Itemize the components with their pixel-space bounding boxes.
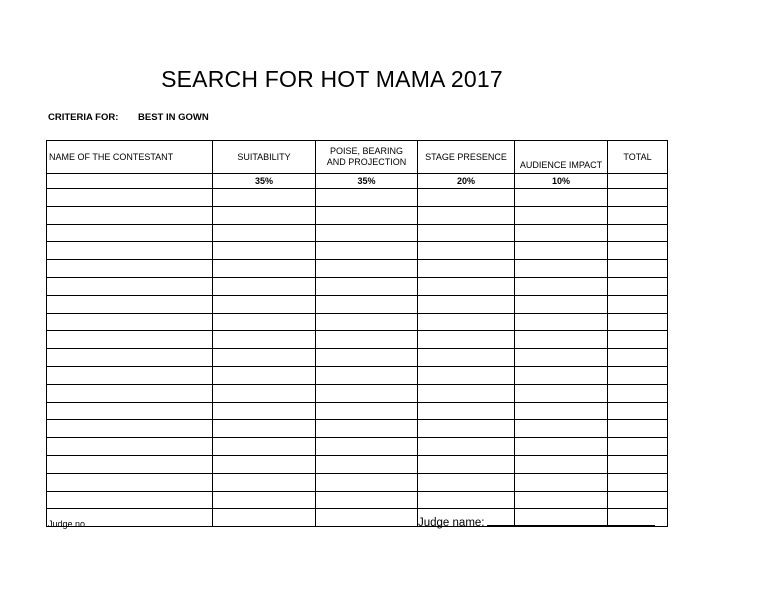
table-row (47, 420, 668, 438)
entry-cell-stage-presence[interactable] (418, 349, 515, 367)
entry-cell-poise[interactable] (316, 349, 418, 367)
scoring-table (46, 140, 668, 527)
entry-cell-total[interactable] (608, 206, 668, 224)
entry-cell-audience-impact[interactable] (515, 189, 608, 207)
entry-cell-stage-presence[interactable] (418, 242, 515, 260)
entry-cell-suitability[interactable] (213, 313, 316, 331)
entry-cell-poise[interactable] (316, 402, 418, 420)
entry-cell-suitability[interactable] (213, 491, 316, 509)
weight-cell-suitability: 35% (213, 174, 316, 189)
entry-cell-poise[interactable] (316, 313, 418, 331)
entry-cell-poise[interactable] (316, 224, 418, 242)
entry-cell-audience-impact[interactable] (515, 384, 608, 402)
column-header-poise-line1: POISE, BEARING (329, 146, 404, 156)
entry-cell-poise[interactable] (316, 206, 418, 224)
entry-cell-name[interactable] (47, 189, 213, 207)
entry-cell-stage-presence[interactable] (418, 331, 515, 349)
entry-cell-suitability[interactable] (213, 366, 316, 384)
page-title: SEARCH FOR HOT MAMA 2017 (161, 66, 503, 92)
entry-cell-stage-presence[interactable] (418, 491, 515, 509)
entry-cell-name[interactable] (47, 242, 213, 260)
column-header-total: TOTAL (608, 141, 668, 174)
column-header-audience-impact: AUDIENCE IMPACT (515, 141, 608, 174)
entry-cell-suitability[interactable] (213, 438, 316, 456)
entry-cell-stage-presence[interactable] (418, 206, 515, 224)
entry-cell-audience-impact[interactable] (515, 455, 608, 473)
table-row (47, 295, 668, 313)
criteria-label: CRITERIA FOR: (48, 112, 119, 123)
weight-cell-name (47, 174, 213, 189)
entry-cell-name[interactable] (47, 366, 213, 384)
entry-cell-name[interactable] (47, 206, 213, 224)
table-row (47, 260, 668, 278)
column-header-poise-line2: AND PROJECTION (326, 157, 407, 167)
table-row (47, 349, 668, 367)
entry-cell-suitability[interactable] (213, 242, 316, 260)
entry-cell-name[interactable] (47, 331, 213, 349)
table-row (47, 455, 668, 473)
entry-cell-total[interactable] (608, 455, 668, 473)
entry-cell-audience-impact[interactable] (515, 402, 608, 420)
entry-cell-audience-impact[interactable] (515, 206, 608, 224)
entry-cell-total[interactable] (608, 473, 668, 491)
entry-cell-total[interactable] (608, 224, 668, 242)
criteria-value: BEST IN GOWN (138, 112, 209, 123)
table-row (47, 224, 668, 242)
entry-cell-name[interactable] (47, 455, 213, 473)
entry-cell-total[interactable] (608, 402, 668, 420)
entry-cell-stage-presence[interactable] (418, 313, 515, 331)
entry-cell-suitability[interactable] (213, 384, 316, 402)
judge-no-line[interactable] (90, 517, 292, 527)
entry-cell-total[interactable] (608, 491, 668, 509)
entry-cell-suitability[interactable] (213, 206, 316, 224)
entry-cell-audience-impact[interactable] (515, 366, 608, 384)
table-row (47, 384, 668, 402)
entry-cell-poise[interactable] (316, 491, 418, 509)
entry-cell-poise[interactable] (316, 189, 418, 207)
entry-cell-stage-presence[interactable] (418, 455, 515, 473)
entry-cell-name[interactable] (47, 313, 213, 331)
entry-cell-name[interactable] (47, 473, 213, 491)
entry-cell-audience-impact[interactable] (515, 277, 608, 295)
judge-name-line[interactable] (487, 514, 655, 526)
entry-cell-name[interactable] (47, 402, 213, 420)
entry-cell-stage-presence[interactable] (418, 277, 515, 295)
entry-cell-stage-presence[interactable] (418, 295, 515, 313)
column-header-stage-presence: STAGE PRESENCE (418, 141, 515, 174)
entry-cell-stage-presence[interactable] (418, 366, 515, 384)
table-row (47, 331, 668, 349)
entry-cell-name[interactable] (47, 420, 213, 438)
entry-cell-suitability[interactable] (213, 402, 316, 420)
entry-cell-audience-impact[interactable] (515, 224, 608, 242)
judge-name-label: Judge name: (418, 517, 485, 529)
table-row (47, 366, 668, 384)
entry-cell-poise[interactable] (316, 331, 418, 349)
entry-cell-suitability[interactable] (213, 420, 316, 438)
entry-cell-audience-impact[interactable] (515, 242, 608, 260)
entry-cell-poise[interactable] (316, 420, 418, 438)
entry-cell-audience-impact[interactable] (515, 313, 608, 331)
entry-cell-stage-presence[interactable] (418, 189, 515, 207)
entry-cell-total[interactable] (608, 349, 668, 367)
entry-cell-name[interactable] (47, 349, 213, 367)
entry-cell-audience-impact[interactable] (515, 349, 608, 367)
entry-cell-audience-impact[interactable] (515, 420, 608, 438)
table-row (47, 491, 668, 509)
entry-cell-suitability[interactable] (213, 473, 316, 491)
entry-cell-poise[interactable] (316, 260, 418, 278)
entry-cell-poise[interactable] (316, 242, 418, 260)
entry-cell-name[interactable] (47, 277, 213, 295)
entry-cell-stage-presence[interactable] (418, 420, 515, 438)
entry-cell-suitability[interactable] (213, 260, 316, 278)
entry-cell-total[interactable] (608, 438, 668, 456)
entry-cell-audience-impact[interactable] (515, 491, 608, 509)
entry-cell-audience-impact[interactable] (515, 295, 608, 313)
table-row (47, 313, 668, 331)
table-row (47, 242, 668, 260)
judge-no-field (48, 517, 292, 529)
entry-cell-total[interactable] (608, 260, 668, 278)
table-row (47, 189, 668, 207)
weight-cell-audience-impact: 10% (515, 174, 608, 189)
entry-cell-audience-impact[interactable] (515, 473, 608, 491)
table-row (47, 473, 668, 491)
entry-cell-poise[interactable] (316, 295, 418, 313)
table-row (47, 206, 668, 224)
entry-cell-total[interactable] (608, 313, 668, 331)
entry-cell-poise[interactable] (316, 473, 418, 491)
entry-cell-total[interactable] (608, 189, 668, 207)
entry-cell-poise[interactable] (316, 277, 418, 295)
entry-cell-stage-presence[interactable] (418, 473, 515, 491)
entry-cell-poise[interactable] (316, 455, 418, 473)
entry-cell-name[interactable] (47, 384, 213, 402)
entry-cell-total[interactable] (608, 384, 668, 402)
entry-cell-name[interactable] (47, 224, 213, 242)
entry-cell-audience-impact[interactable] (515, 438, 608, 456)
entry-cell-name[interactable] (47, 295, 213, 313)
entry-cell-suitability[interactable] (213, 349, 316, 367)
entry-cell-audience-impact[interactable] (515, 260, 608, 278)
entry-cell-total[interactable] (608, 366, 668, 384)
entry-cell-total[interactable] (608, 242, 668, 260)
entry-cell-stage-presence[interactable] (418, 438, 515, 456)
entry-cell-total[interactable] (608, 295, 668, 313)
table-row (47, 438, 668, 456)
table-row (47, 402, 668, 420)
weight-cell-total (608, 174, 668, 189)
entry-cell-suitability[interactable] (213, 224, 316, 242)
entry-cell-stage-presence[interactable] (418, 224, 515, 242)
entry-cell-suitability[interactable] (213, 331, 316, 349)
weight-cell-stage-presence: 20% (418, 174, 515, 189)
entry-cell-poise[interactable] (316, 509, 418, 527)
entry-cell-name[interactable] (47, 260, 213, 278)
weight-cell-poise: 35% (316, 174, 418, 189)
entry-cell-stage-presence[interactable] (418, 260, 515, 278)
judge-name-field (418, 514, 655, 529)
entry-cell-suitability[interactable] (213, 189, 316, 207)
entry-cell-suitability[interactable] (213, 295, 316, 313)
column-header-poise (316, 141, 418, 174)
entry-cell-poise[interactable] (316, 438, 418, 456)
header-row (47, 141, 668, 174)
entry-cell-poise[interactable] (316, 384, 418, 402)
entry-cell-suitability[interactable] (213, 455, 316, 473)
entry-cell-name[interactable] (47, 438, 213, 456)
entry-cell-stage-presence[interactable] (418, 402, 515, 420)
entry-cell-name[interactable] (47, 491, 213, 509)
entry-cell-stage-presence[interactable] (418, 384, 515, 402)
entry-cell-total[interactable] (608, 420, 668, 438)
column-header-suitability: SUITABILITY (213, 141, 316, 174)
table-row (47, 277, 668, 295)
entry-cell-poise[interactable] (316, 366, 418, 384)
entry-cell-total[interactable] (608, 331, 668, 349)
entry-cell-total[interactable] (608, 277, 668, 295)
column-header-name: NAME OF THE CONTESTANT (47, 141, 213, 174)
entry-cell-suitability[interactable] (213, 277, 316, 295)
entry-cell-audience-impact[interactable] (515, 331, 608, 349)
judge-no-label: Judge no. (48, 519, 88, 529)
weights-row (47, 174, 668, 189)
